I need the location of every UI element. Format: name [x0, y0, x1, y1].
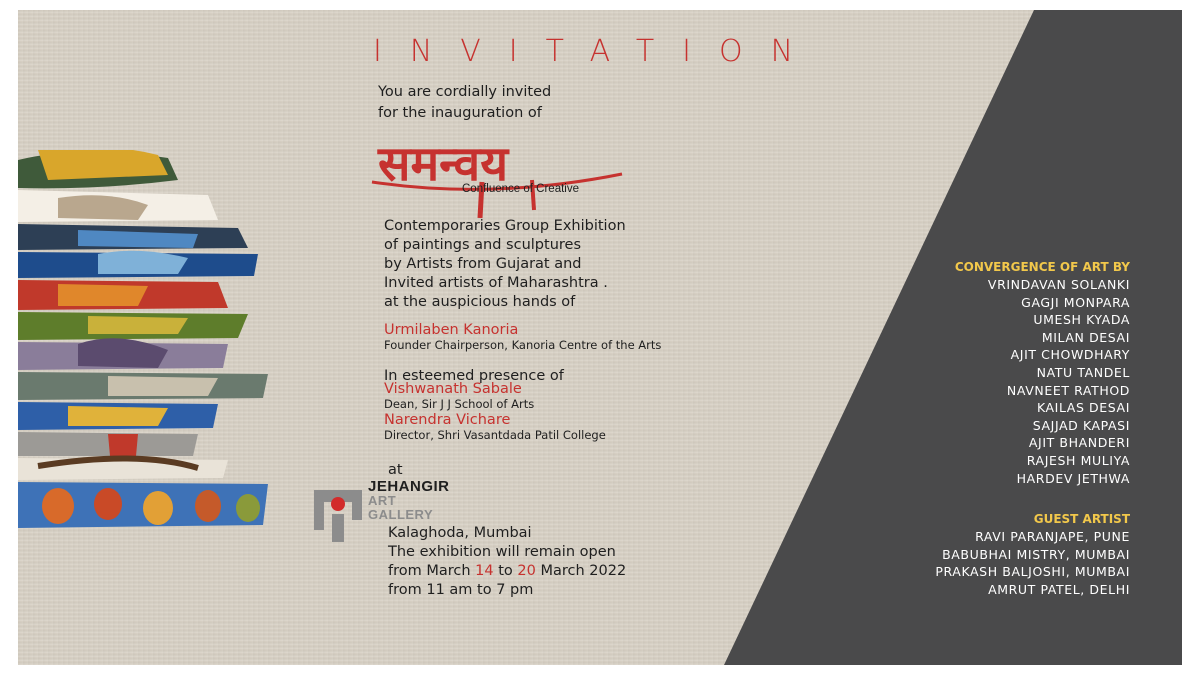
artist-name: UMESH KYADA [1033, 312, 1130, 328]
artist-name: MILAN DESAI [1041, 329, 1130, 345]
artist-name: SAJJAD KAPASI [1032, 417, 1130, 433]
gallery-logo-line-1: JEHANGIR [368, 478, 450, 495]
artist-name: NATU TANDEL [1036, 364, 1130, 380]
jehangir-logo-icon [312, 488, 364, 544]
artist-name: KAILAS DESAI [1036, 400, 1130, 416]
venue-hours: from 11 am to 7 pm [388, 582, 534, 598]
artists-heading: CONVERGENCE OF ART BY [954, 260, 1130, 274]
intro-line-1: You are cordially invited [378, 84, 552, 100]
venue-details [388, 524, 626, 600]
description-line: by Artists from Gujarat and [384, 256, 582, 272]
gallery-logo-text [368, 480, 450, 522]
artwork-collage [18, 150, 288, 540]
guest-role: Director, Shri Vasantdada Patil College [384, 428, 606, 442]
dates-to: to [493, 563, 518, 579]
guest-artist-name: BABUBHAI MISTRY, MUMBAI [942, 546, 1130, 562]
start-day: 14 [475, 563, 494, 579]
chief-guest [384, 321, 661, 352]
artist-name: AJIT BHANDERI [1028, 435, 1130, 451]
exhibition-description [384, 217, 626, 312]
artist-name: NAVNEET RATHOD [1006, 382, 1130, 398]
artist-name: HARDEV JETHWA [1016, 470, 1130, 486]
venue-open-line: The exhibition will remain open [388, 544, 616, 560]
event-tagline: Confluence of Creative [462, 183, 579, 195]
event-logo [352, 122, 652, 220]
invitation-title: INVITATION [373, 34, 822, 69]
artist-name: RAJESH MULIYA [1026, 452, 1130, 468]
description-line: of paintings and sculptures [384, 237, 581, 253]
guest-of-honour-1-block [384, 380, 534, 411]
description-line: at the auspicious hands of [384, 294, 576, 310]
venue-location: Kalaghoda, Mumbai [388, 525, 532, 541]
guest-artists-heading: GUEST ARTIST [1033, 512, 1130, 526]
gallery-logo-line-3: GALLERY [368, 507, 434, 522]
gallery-logo-line-2: ART [368, 493, 397, 508]
description-line: Invited artists of Maharashtra . [384, 275, 608, 291]
intro-line-2: for the inauguration of [378, 105, 542, 121]
guest-artist-name: AMRUT PATEL, DELHI [988, 581, 1130, 597]
guest-of-honour-2-block [384, 411, 606, 442]
artists-list [955, 258, 1130, 487]
end-day: 20 [517, 563, 536, 579]
artist-name: GAGJI MONPARA [1021, 294, 1130, 310]
guest-artist-name: PRAKASH BALJOSHI, MUMBAI [935, 564, 1130, 580]
invitation-card [18, 10, 1182, 665]
collage-strips [18, 150, 268, 528]
event-logo-text: समन्वय [378, 136, 509, 192]
guest-artists-list [935, 510, 1130, 598]
chief-guest-role: Founder Chairperson, Kanoria Centre of the Arts [384, 338, 662, 352]
artist-name: AJIT CHOWDHARY [1010, 347, 1130, 363]
guest-name: Narendra Vichare [384, 412, 511, 428]
venue-dates [388, 562, 626, 581]
description-line: Contemporaries Group Exhibition [384, 218, 626, 234]
esteemed-label: In esteemed presence of [384, 368, 564, 384]
chief-guest-name: Urmilaben Kanoria [384, 322, 519, 338]
at-label: at [388, 462, 403, 478]
dates-prefix: from March [388, 563, 476, 579]
guest-artist-name: RAVI PARANJAPE, PUNE [975, 529, 1130, 544]
intro-text [378, 82, 551, 124]
guest-role: Dean, Sir J J School of Arts [384, 397, 535, 411]
artist-name: VRINDAVAN SOLANKI [987, 277, 1130, 292]
guest-name: Vishwanath Sabale [384, 381, 522, 397]
dates-suffix: March 2022 [535, 563, 627, 579]
